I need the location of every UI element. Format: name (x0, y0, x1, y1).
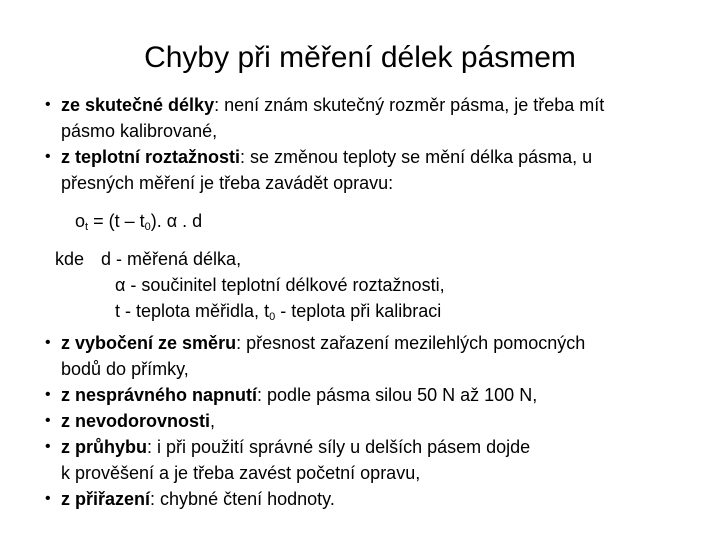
formula (45, 208, 695, 240)
bullet-dot-icon: • (45, 412, 51, 429)
bullet-bold: z vybočení ze směru (61, 333, 237, 353)
bullet-dot-icon: • (45, 490, 51, 507)
formula-o: o (75, 211, 86, 231)
bullet-dot-icon: • (45, 438, 51, 455)
bullet-item (45, 408, 695, 434)
bullet-bold: ze skutečné délky (61, 95, 215, 115)
bullet-bold: z teplotní roztažnosti (61, 147, 240, 167)
bullet-item (45, 92, 695, 144)
where-block (45, 246, 695, 330)
where-line-2: α - součinitel teplotní délkové roztažnosti, (115, 275, 445, 295)
slide-content (45, 92, 695, 512)
bullet-bold: z nevodorovnosti (61, 411, 211, 431)
bullet-bold: z přiřazení (61, 489, 151, 509)
bullet-item (45, 486, 695, 512)
bullet-item (45, 382, 695, 408)
bullet-text: : přesnost zařazení mezilehlých pomocných (236, 333, 586, 353)
formula-mid: = (t – t (88, 211, 145, 231)
where-line-3-sub: 0 (269, 311, 276, 323)
bullet-item (45, 330, 695, 382)
bullet-text: : chybné čtení hodnoty. (150, 489, 335, 509)
bullet-continuation: přesných měření je třeba zavádět opravu: (61, 173, 394, 193)
bullet-dot-icon: • (45, 96, 51, 113)
bullet-dot-icon: • (45, 148, 51, 165)
formula-end: ). α . d (150, 211, 203, 231)
bullet-continuation: k prověšení a je třeba zavést početní opravu, (61, 463, 421, 483)
bullet-dot-icon: • (45, 386, 51, 403)
bullet-item (45, 434, 695, 486)
where-line-1: d - měřená délka, (101, 249, 242, 269)
where-line-3b: - teplota při kalibraci (275, 301, 442, 321)
bullet-bold: z průhybu (61, 437, 147, 457)
bullet-text: : podle pásma silou 50 N až 100 N, (257, 385, 538, 405)
bullet-text: : není znám skutečný rozměr pásma, je třeba mít (214, 95, 605, 115)
bullet-dot-icon: • (45, 334, 51, 351)
formula-t-sub: 0 (144, 221, 151, 233)
bullet-text: : se změnou teploty se mění délka pásma, u (240, 147, 593, 167)
bullet-text: : i při použití správné síly u delších pásem dojde (147, 437, 531, 457)
where-line-3a: t - teplota měřidla, t (115, 301, 270, 321)
slide-title: Chyby při měření délek pásmem (144, 41, 576, 74)
bullet-continuation: bodů do přímky, (61, 359, 189, 379)
formula-o-sub: t (85, 221, 89, 233)
bullet-continuation: pásmo kalibrované, (61, 121, 218, 141)
where-keyword: kde (55, 249, 85, 269)
bullet-bold: z nesprávného napnutí (61, 385, 258, 405)
bullet-item (45, 144, 695, 196)
bullet-text: , (210, 411, 216, 431)
